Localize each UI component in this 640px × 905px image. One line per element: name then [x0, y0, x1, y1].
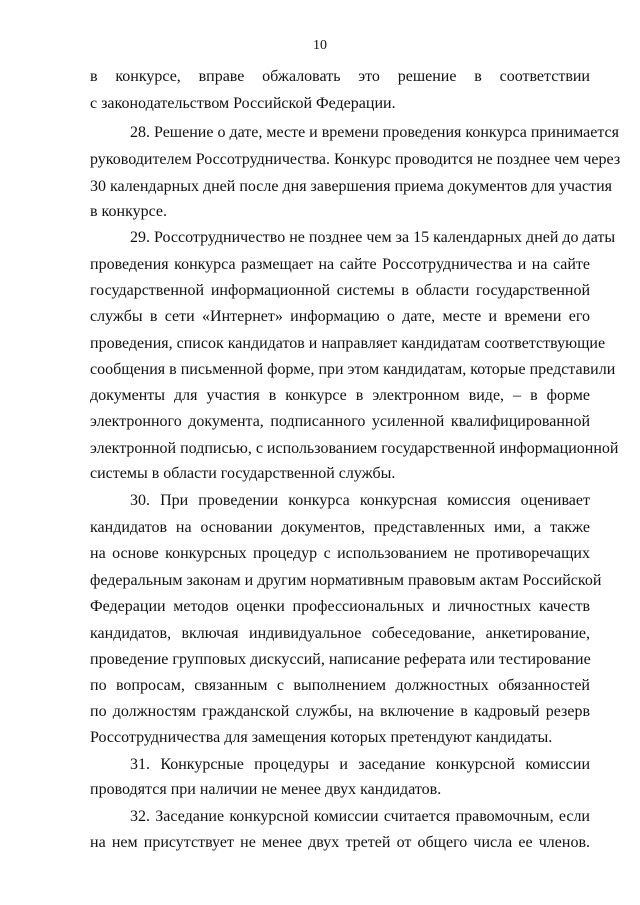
text-line: с законодательством Российской Федерации. [90, 95, 396, 112]
page-number: 10 [313, 38, 327, 53]
text-line: проведения, список кандидатов и направляет кандидатам соответствующие [90, 335, 606, 352]
text-line: электронной подписью, с использованием государственной информационной [90, 440, 619, 457]
text-line: федеральным законам и другим нормативным правовым актам Российской [90, 572, 602, 589]
text-line: 29. Россотрудничество не позднее чем за 15 календарных дней до даты [130, 229, 616, 246]
text-line: системы в области государственной службы. [90, 465, 396, 482]
text-line: документы для участия в конкурсе в электронном виде, – в форме [90, 387, 590, 404]
text-line: службы в сети «Интернет» информацию о дате, месте и времени его [90, 308, 590, 325]
text-line: электронного документа, подписанного усиленной квалифицированной [90, 413, 590, 430]
text-line: 32. Заседание конкурсной комиссии считается правомочным, если [130, 808, 590, 825]
text-line: по вопросам, связанным с выполнением должностных обязанностей [90, 677, 590, 694]
text-line: кандидатов на основании документов, представленных ими, а также [90, 519, 590, 536]
text-line: Федерации методов оценки профессиональных и личностных качеств [90, 598, 590, 615]
text-line: 30. При проведении конкурса конкурсная комиссия оценивает [130, 492, 590, 509]
text-line: в конкурсе. [90, 203, 168, 220]
text-line: по должностям гражданской службы, на включение в кадровый резерв [90, 703, 590, 720]
text-line: Россотрудничества для замещения которых претендуют кандидаты. [90, 729, 553, 746]
text-line: проведение групповых дискуссий, написание реферата или тестирование [90, 651, 591, 668]
text-line: 31. Конкурсные процедуры и заседание конкурсной комиссии [130, 756, 590, 773]
text-line: государственной информационной системы в области государственной [90, 282, 590, 299]
text-line: на нем присутствует не менее двух третей от общего числа ее членов. [90, 834, 590, 851]
text-line: проведения конкурса размещает на сайте Россотрудничества и на сайте [90, 256, 590, 273]
text-line: кандидатов, включая индивидуальное собеседование, анкетирование, [90, 625, 590, 642]
text-line: сообщения в письменной форме, при этом кандидатам, которые представили [90, 361, 616, 378]
text-line: руководителем Россотрудничества. Конкурс проводится не позднее чем через [90, 151, 621, 168]
text-line: 30 календарных дней после дня завершения приема документов для участия [90, 178, 613, 195]
text-line: проводятся при наличии не менее двух кандидатов. [90, 781, 442, 798]
text-line: на основе конкурсных процедур с использованием не противоречащих [90, 545, 590, 562]
text-line: в конкурсе, вправе обжаловать это решение в соответствии [90, 68, 590, 85]
text-line: 28. Решение о дате, месте и времени проведения конкурса принимается [130, 124, 619, 141]
